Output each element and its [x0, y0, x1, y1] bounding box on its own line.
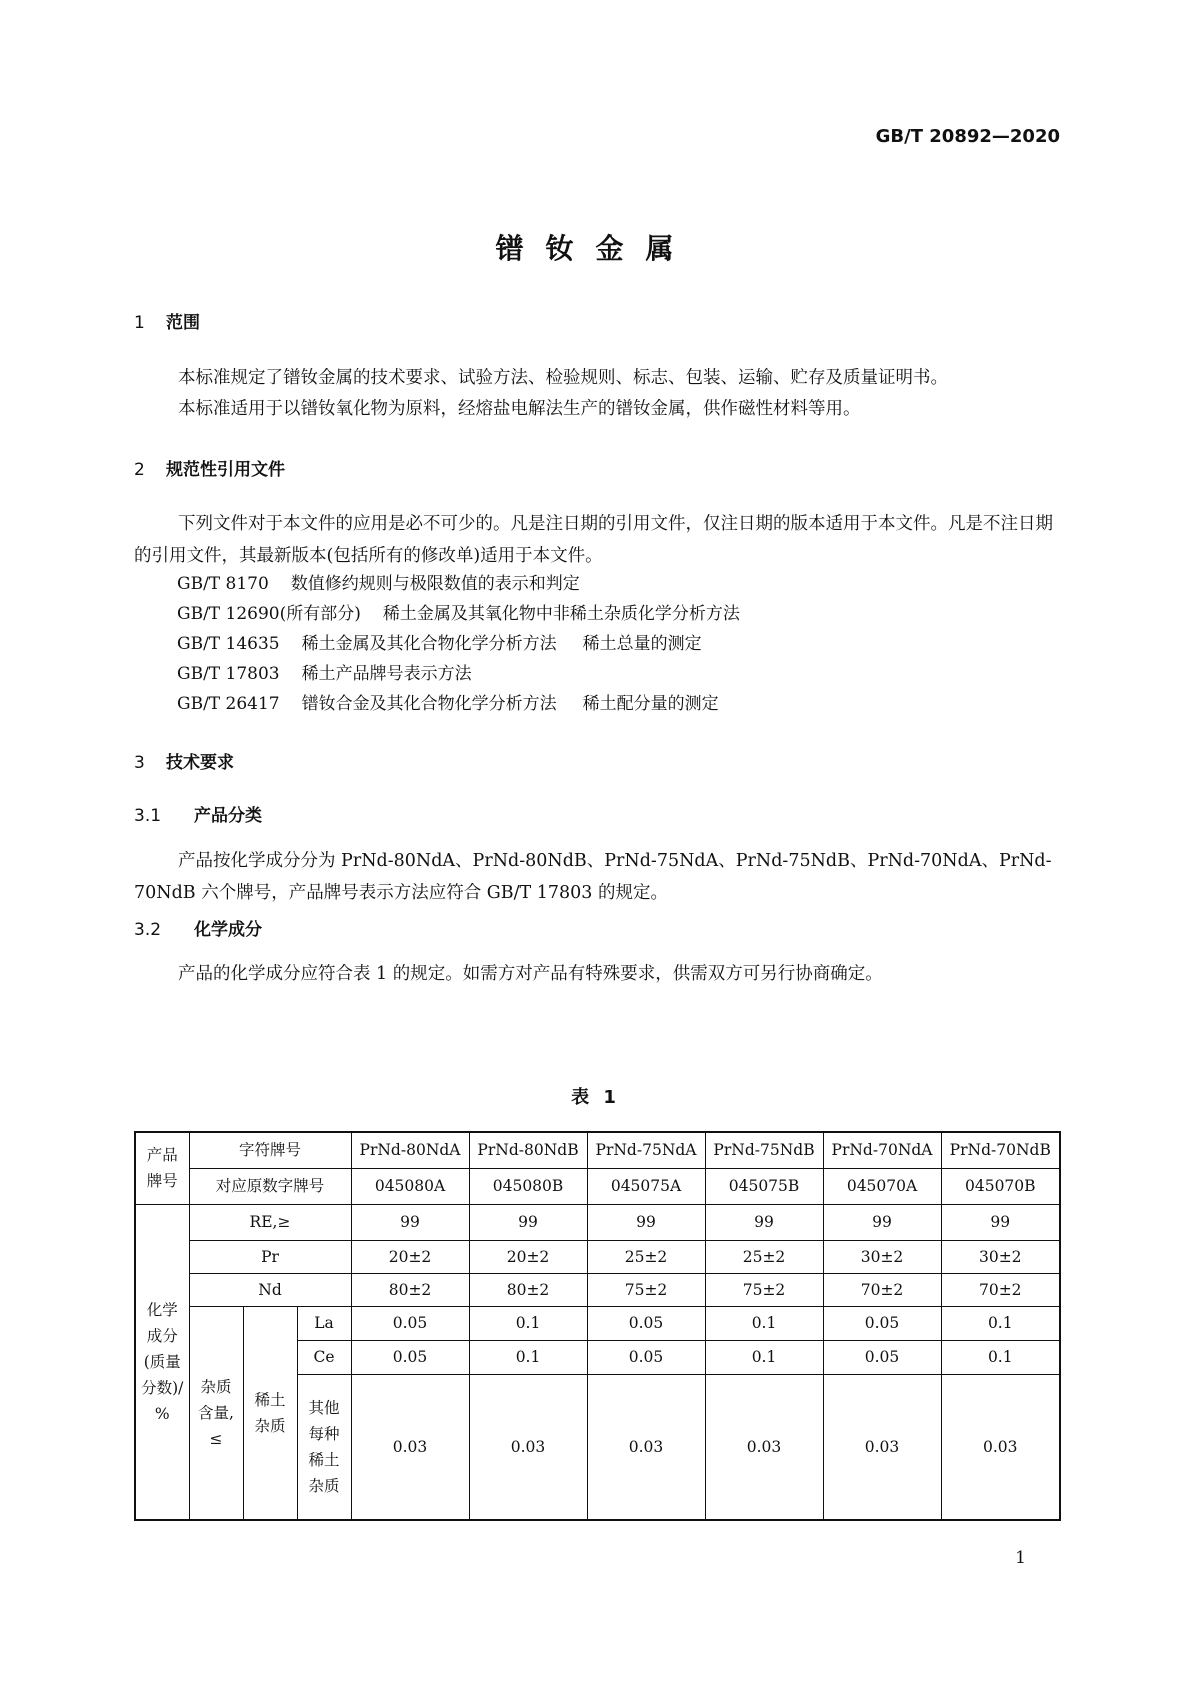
section-1-para-2: [134, 393, 1058, 425]
value-cell: 0.05: [587, 1340, 705, 1374]
reference-item: [177, 629, 702, 654]
reference-code: GB/T 12690(所有部分): [177, 604, 361, 624]
section-3-heading: [134, 748, 234, 773]
value-cell: 0.1: [705, 1340, 823, 1374]
num-brand-cell: 045075A: [587, 1168, 705, 1204]
cell-text: 其他: [308, 1398, 340, 1417]
brand-label-cell: [135, 1132, 189, 1204]
value-cell: 0.03: [587, 1374, 705, 1520]
section-number: 3: [134, 753, 145, 773]
reference-title: 数值修约规则与极限数值的表示和判定: [290, 574, 580, 594]
cell-text: 稀土: [308, 1450, 340, 1469]
char-brand-cell: PrNd-80NdB: [469, 1132, 587, 1168]
num-brand-cell: 045070A: [823, 1168, 941, 1204]
row-label-nd: Nd: [189, 1273, 351, 1306]
value-cell: 75±2: [587, 1273, 705, 1306]
value-cell: 30±2: [823, 1240, 941, 1273]
value-cell: 99: [941, 1204, 1060, 1240]
chem-label-cell: [135, 1204, 189, 1520]
value-cell: 0.05: [823, 1340, 941, 1374]
reference-item: [177, 569, 580, 594]
table-row: [135, 1306, 1060, 1340]
value-cell: 20±2: [469, 1240, 587, 1273]
cell-text: 分数)/: [141, 1378, 184, 1397]
row-label-la: La: [297, 1306, 351, 1340]
section-title: 化学成分: [194, 920, 262, 940]
cell-text: 化学: [146, 1300, 178, 1319]
paragraph-text: 产品按化学成分分为 PrNd-80NdA、PrNd-80NdB、PrNd-75NdA、PrNd-75NdB、PrNd-70NdA、PrNd-70NdB 六个牌号，产品牌号表示方法应符合 GB/T 17803 的规定。: [134, 851, 1052, 903]
value-cell: 30±2: [941, 1240, 1060, 1273]
reference-title: 稀土金属及其氧化物中非稀土杂质化学分析方法: [382, 604, 740, 624]
value-cell: 0.03: [351, 1374, 469, 1520]
value-cell: 0.03: [469, 1374, 587, 1520]
row-label-pr: Pr: [189, 1240, 351, 1273]
section-1-para-1: [134, 362, 1058, 394]
num-brand-cell: 045070B: [941, 1168, 1060, 1204]
re-impurity-label-cell: [243, 1306, 297, 1520]
table-row: [135, 1273, 1060, 1306]
paragraph-text: 下列文件对于本文件的应用是必不可少的。凡是注日期的引用文件，仅注日期的版本适用于本文件。凡是不注日期的引用文件，其最新版本(包括所有的修改单)适用于本文件。: [134, 514, 1053, 566]
value-cell: 99: [705, 1204, 823, 1240]
value-cell: 0.05: [351, 1306, 469, 1340]
char-brand-cell: PrNd-75NdA: [587, 1132, 705, 1168]
value-cell: 75±2: [705, 1273, 823, 1306]
value-cell: 99: [469, 1204, 587, 1240]
reference-subtitle: 稀土配分量的测定: [582, 694, 719, 714]
cell-text: 杂质: [200, 1377, 232, 1396]
value-cell: 0.05: [823, 1306, 941, 1340]
table-row: [135, 1240, 1060, 1273]
value-cell: 80±2: [351, 1273, 469, 1306]
section-3-1-para-1: [134, 845, 1058, 909]
cell-text: (质量: [143, 1352, 181, 1371]
section-number: 3.1: [134, 806, 162, 826]
num-brand-label: 对应原数字牌号: [189, 1168, 351, 1204]
char-brand-cell: PrNd-75NdB: [705, 1132, 823, 1168]
value-cell: 0.1: [469, 1340, 587, 1374]
cell-text: 杂质: [254, 1416, 286, 1435]
row-label-re: RE,≥: [189, 1204, 351, 1240]
cell-text: ≤: [209, 1429, 223, 1448]
section-number: 3.2: [134, 920, 162, 940]
value-cell: 99: [351, 1204, 469, 1240]
value-cell: 25±2: [705, 1240, 823, 1273]
value-cell: 20±2: [351, 1240, 469, 1273]
cell-text: 每种: [308, 1424, 340, 1443]
table-row: [135, 1132, 1060, 1168]
char-brand-cell: PrNd-70NdA: [823, 1132, 941, 1168]
value-cell: 0.1: [941, 1306, 1060, 1340]
reference-title: 稀土产品牌号表示方法: [301, 664, 472, 684]
section-title: 范围: [166, 313, 200, 333]
document-title: 镨钕金属: [495, 232, 696, 265]
value-cell: 0.03: [941, 1374, 1060, 1520]
value-cell: 0.1: [705, 1306, 823, 1340]
section-number: 1: [134, 313, 145, 333]
reference-code: GB/T 8170: [177, 574, 269, 594]
row-label-ce: Ce: [297, 1340, 351, 1374]
cell-text: %: [154, 1404, 170, 1423]
paragraph-text: 本标准适用于以镨钕氧化物为原料，经熔盐电解法生产的镨钕金属，供作磁性材料等用。: [178, 399, 861, 419]
impurity-label-cell: [189, 1306, 243, 1520]
num-brand-cell: 045080B: [469, 1168, 587, 1204]
reference-subtitle: 稀土总量的测定: [582, 634, 702, 654]
section-3-2-para-1: [134, 958, 1058, 990]
section-2-para-1: [134, 508, 1058, 572]
section-title: 规范性引用文件: [166, 460, 285, 480]
table-row: [135, 1204, 1060, 1240]
reference-item: [177, 659, 472, 684]
cell-text: 牌号: [146, 1172, 178, 1191]
table-caption: 表 1: [571, 1087, 620, 1108]
cell-text: 含量,: [198, 1403, 234, 1422]
value-cell: 0.05: [351, 1340, 469, 1374]
cell-text: 产品: [146, 1146, 178, 1165]
reference-code: GB/T 17803: [177, 664, 280, 684]
value-cell: 0.1: [469, 1306, 587, 1340]
value-cell: 0.03: [823, 1374, 941, 1520]
value-cell: 0.1: [941, 1340, 1060, 1374]
section-2-heading: [134, 455, 285, 480]
value-cell: 0.05: [587, 1306, 705, 1340]
value-cell: 99: [587, 1204, 705, 1240]
value-cell: 80±2: [469, 1273, 587, 1306]
reference-item: [177, 599, 740, 624]
value-cell: 99: [823, 1204, 941, 1240]
char-brand-cell: PrNd-80NdA: [351, 1132, 469, 1168]
value-cell: 25±2: [587, 1240, 705, 1273]
paragraph-text: 产品的化学成分应符合表 1 的规定。如需方对产品有特殊要求，供需双方可另行协商确定。: [178, 964, 883, 984]
paragraph-text: 本标准规定了镨钕金属的技术要求、试验方法、检验规则、标志、包装、运输、贮存及质量证明书。: [178, 368, 948, 388]
table-row: [135, 1168, 1060, 1204]
chemical-composition-table: [134, 1131, 1061, 1521]
num-brand-cell: 045075B: [705, 1168, 823, 1204]
cell-text: 成分: [146, 1326, 178, 1345]
num-brand-cell: 045080A: [351, 1168, 469, 1204]
reference-code: GB/T 26417: [177, 694, 280, 714]
section-3-1-heading: [134, 801, 262, 826]
reference-title: 稀土金属及其化合物化学分析方法: [301, 634, 557, 654]
section-title: 技术要求: [166, 753, 234, 773]
value-cell: 70±2: [823, 1273, 941, 1306]
reference-code: GB/T 14635: [177, 634, 280, 654]
page-number: 1: [1015, 1548, 1026, 1568]
cell-text: 稀土: [254, 1390, 286, 1409]
reference-title: 镨钕合金及其化合物化学分析方法: [301, 694, 557, 714]
reference-item: [177, 689, 719, 714]
value-cell: 70±2: [941, 1273, 1060, 1306]
row-label-other: [297, 1374, 351, 1520]
standard-code: GB/T 20892—2020: [875, 126, 1060, 147]
section-number: 2: [134, 460, 145, 480]
section-title: 产品分类: [194, 806, 262, 826]
section-3-2-heading: [134, 915, 262, 940]
char-brand-cell: PrNd-70NdB: [941, 1132, 1060, 1168]
section-1-heading: [134, 308, 200, 333]
char-brand-label: 字符牌号: [189, 1132, 351, 1168]
value-cell: 0.03: [705, 1374, 823, 1520]
cell-text: 杂质: [308, 1476, 340, 1495]
